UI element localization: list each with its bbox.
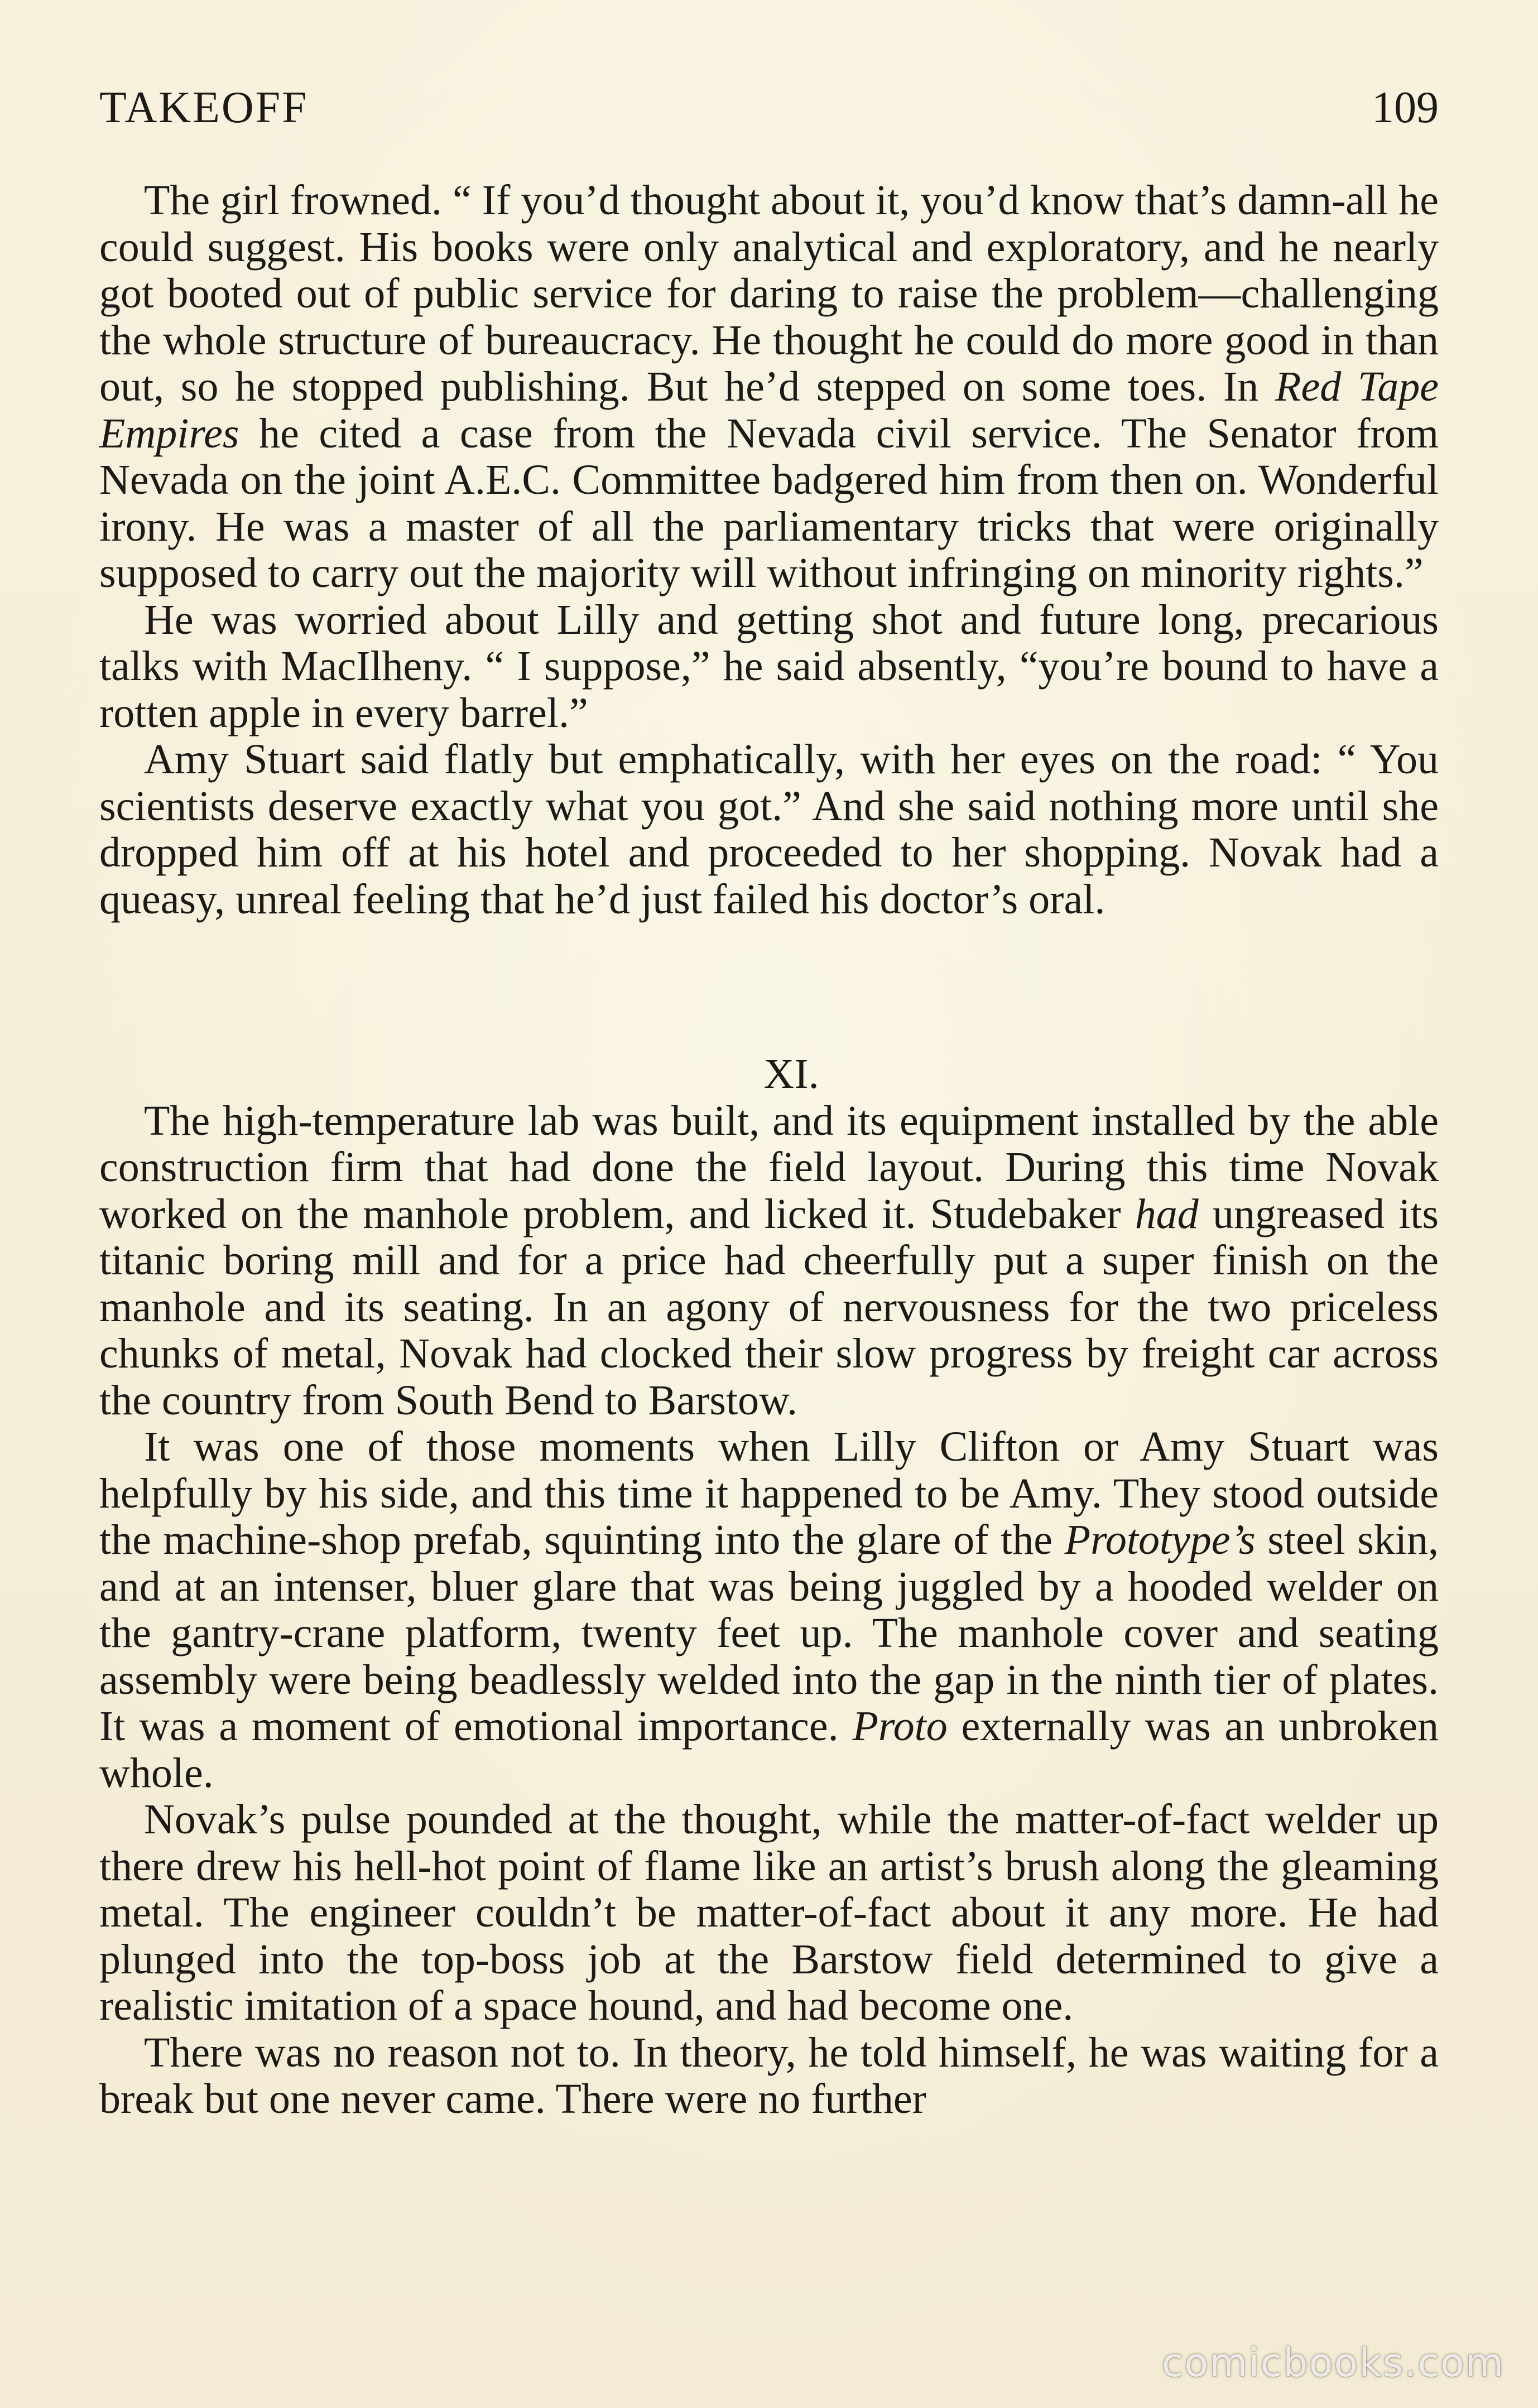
paragraph: It was one of those moments when Lilly Clifton or Amy Stuart was helpfully by his side, and this time it happened to be Amy. They stood outside the machine-shop prefab, squinting into the glare of the Prototype’s steel skin, and at an intenser, bluer glare that was being juggled by a hooded welder on the gantry-crane platform, twenty feet up. The manhole cover and seating assembly were being beadlessly welded into the gap in the ninth tier of plates. It was a moment of emotional importance. Proto externally was an unbroken whole. (99, 1423, 1439, 1797)
page-number: 109 (1372, 83, 1439, 132)
emphasis: had (1135, 1190, 1199, 1237)
section-break (99, 923, 1439, 1051)
paragraph: Novak’s pulse pounded at the thought, while the matter-of-fact welder up there drew his hell-hot point of flame like an artist’s brush along the gleaming metal. The engineer couldn’t be matter-of-fact about it any more. He had plunged into the top-boss job at the Barstow field determined to give a realistic imitation of a space hound, and had become one. (99, 1796, 1439, 2029)
chapter-heading: XI. (763, 1051, 819, 1097)
emphasis: Proto (852, 1703, 948, 1750)
paragraph: Amy Stuart said flatly but emphatically, with her eyes on the road: “ You scientists deserve exactly what you got.” And she said nothing more until she dropped him off at his hotel and proceeded to her shopping. Novak had a queasy, unreal feeling that he’d just failed his doctor’s oral. (99, 736, 1439, 923)
body-text (99, 177, 1439, 2123)
emphasis: Prototype’s (1064, 1516, 1256, 1563)
paragraph: The girl frowned. “ If you’d thought about it, you’d know that’s damn-all he could suggest. His books were only analytical and exploratory, and he nearly got booted out of public service for daring to raise the problem—challenging the whole structure of bureaucracy. He thought he could do more good in than out, so he stopped publishing. But he’d stepped on some toes. In Red Tape Empires he cited a case from the Nevada civil service. The Senator from Nevada on the joint A.E.C. Committee badgered him from then on. Wonderful irony. He was a master of all the parliamentary tricks that were originally supposed to carry out the majority will without infringing on minority rights.” (99, 177, 1439, 596)
watermark: comicbooks.com (1161, 2340, 1505, 2386)
book-title: Red Tape Empires (99, 363, 1439, 457)
running-head (99, 83, 1439, 138)
running-title: TAKEOFF (99, 83, 309, 132)
paragraph: There was no reason not to. In theory, he told himself, he was waiting for a break but one never came. There were no further (99, 2029, 1439, 2122)
paragraph: The high-temperature lab was built, and its equipment installed by the able construction firm that had done the field layout. During this time Novak worked on the manhole problem, and licked it. Studebaker had ungreased its titanic boring mill and for a price had cheerfully put a super finish on the manhole and its seating. In an agony of nervousness for the two priceless chunks of metal, Novak had clocked their slow progress by freight car across the country from South Bend to Barstow. (99, 1097, 1439, 1424)
paragraph: He was worried about Lilly and getting shot and future long, precarious talks with MacIlheny. “ I suppose,” he said absently, “you’re bound to have a rotten apple in every barrel.” (99, 596, 1439, 736)
